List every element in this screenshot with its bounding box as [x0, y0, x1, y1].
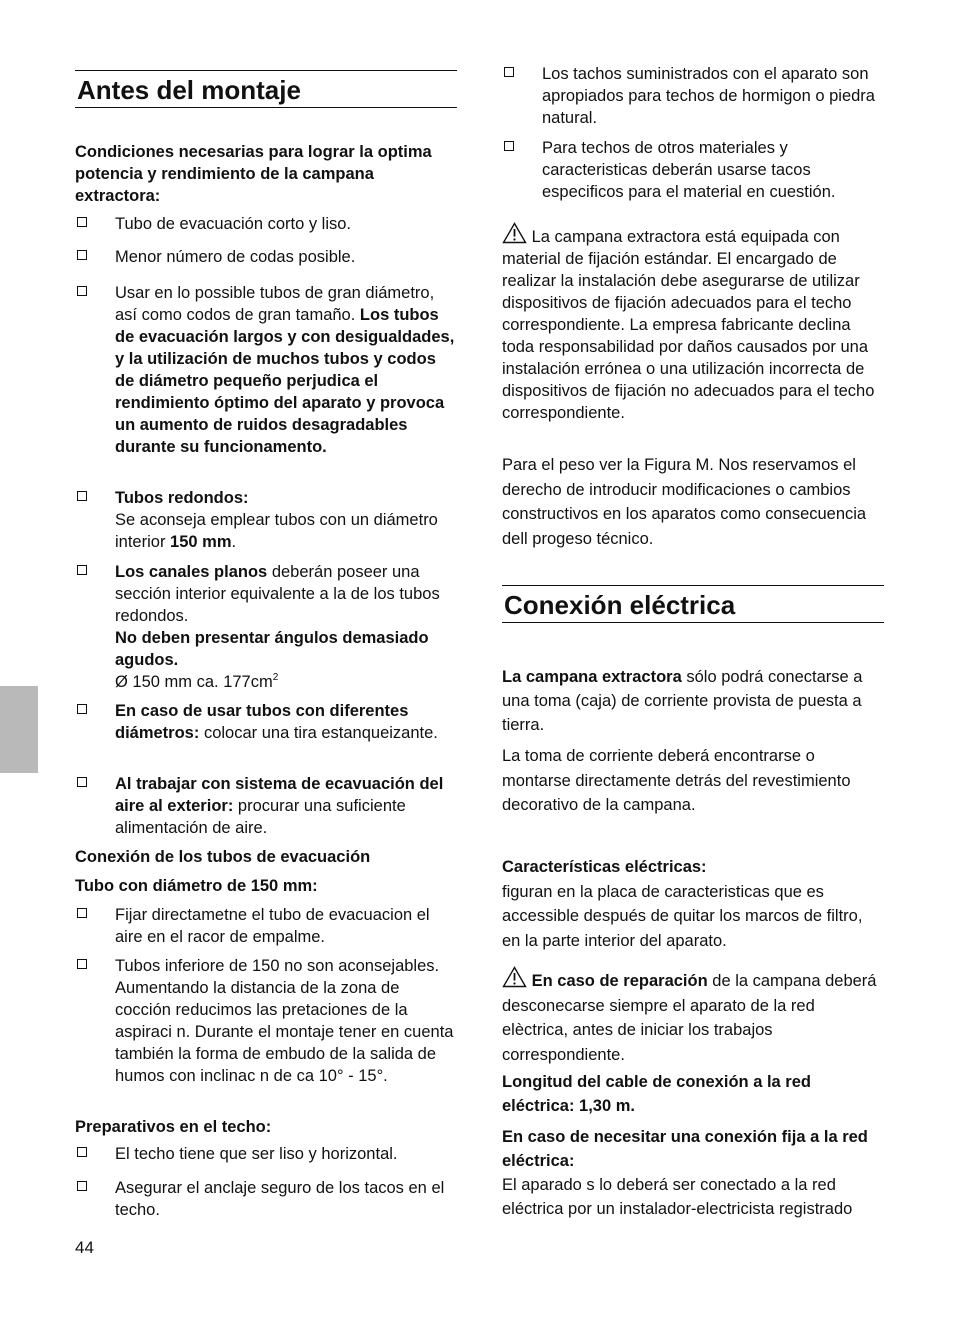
page-number: 44	[75, 1238, 94, 1257]
checkbox-bullet-icon	[77, 777, 87, 787]
paragraph-peso: Para el peso ver la Figura M. Nos reservamos el derecho de introducir modificaciones o cambios constructivos en los aparatos como consecuencia dell progeso técnico.	[502, 456, 867, 548]
list-item: En caso de usar tubos con diferentes diámetros: colocar una tira estanqueizante.	[75, 700, 457, 744]
checkbox-bullet-icon	[77, 1181, 87, 1191]
checkbox-bullet-icon	[504, 141, 514, 151]
list-item: Usar en lo possible tubos de gran diámetro, así como codos de gran tamaño. Los tubos de evacuación largos y con desigualdades, y la utilización de muchos tubos y codos de diámetro pequeño perjudica el rendimiento óptimo del aparato y provoca un aumento de ruidos desagradables durante su funcionamento.	[75, 282, 457, 458]
intro-conditions: Condiciones necesarias para lograr la optima potencia y rendimiento de la campana extractora:	[75, 143, 432, 205]
subheading-conexion-tubos: Conexión de los tubos de evacuación	[75, 848, 371, 866]
list-item: Al trabajar con sistema de ecavuación del aire al exterior: procurar una suficiente alimentación de aire.	[75, 773, 457, 839]
subheading-longitud-cable: Longitud del cable de conexión a la red eléctrica: 1,30 m.	[502, 1073, 811, 1115]
checkbox-bullet-icon	[77, 704, 87, 714]
checkbox-bullet-icon	[77, 491, 87, 501]
checkbox-bullet-icon	[504, 67, 514, 77]
list-item: Fijar directametne el tubo de evacuacion el aire en el racor de empalme.	[75, 904, 457, 948]
checkbox-bullet-icon	[77, 959, 87, 969]
checkbox-bullet-icon	[77, 217, 87, 227]
warning-triangle-icon	[502, 966, 527, 988]
checkbox-bullet-icon	[77, 1147, 87, 1157]
heading-conexion-electrica: Conexión eléctrica	[502, 585, 884, 623]
warning-reparacion: En caso de reparación de la campana deberá desconecarse siempre el aparato de la red elèctrica, antes de iniciar los trabajos correspondiente.	[502, 966, 884, 1067]
list-item: Tubos redondos: Se aconseja emplear tubos con un diámetro interior 150 mm.	[75, 487, 457, 553]
list-item: Para techos de otros materiales y caracteristicas deberán usarse tacos especificos para el material en cuestión.	[502, 137, 884, 203]
heading-antes-del-montaje: Antes del montaje	[75, 70, 457, 108]
list-item: Tubos inferiore de 150 no son aconsejables. Aumentando la distancia de la zona de cocción reducimos las pretaciones de la aspiraci n. Durante el montaje tener en cuenta también la forma de embudo de la salida de humos con inclinac n de ca 10° - 15°.	[75, 955, 457, 1087]
paragraph-caracteristicas: Características eléctricas: figuran en la placa de caracteristicas que es accessible después de quitar los marcos de filtro, en la parte interior del aparato.	[502, 858, 863, 950]
paragraph-conexion-fija: En caso de necesitar una conexión fija a la red eléctrica: El aparado s lo deberá ser conectado a la red eléctrica por un instalador-electricista registrado	[502, 1128, 868, 1218]
subheading-tubo-150: Tubo con diámetro de 150 mm:	[75, 877, 318, 895]
paragraph-toma-corriente: La toma de corriente deberá encontrarse o montarse directamente detrás del revestimiento decorativo de la campana.	[502, 747, 851, 814]
section-tab-marker	[0, 686, 38, 773]
checkbox-bullet-icon	[77, 250, 87, 260]
checkbox-bullet-icon	[77, 286, 87, 296]
list-item: Menor número de codas posible.	[75, 246, 457, 268]
warning-triangle-icon	[502, 222, 527, 244]
warning-fixing-material: La campana extractora está equipada con material de fijación estándar. El encargado de realizar la instalación debe asegurarse de utilizar dispositivos de fijación adecuados para el techo correspondiente. La empresa fabricante declina toda responsabilidad por daños causados por una instalación errónea o una utilización incorrecta de dispositivos de fijación no adecuados para el techo correspondiente.	[502, 222, 884, 424]
subheading-preparativos: Preparativos en el techo:	[75, 1118, 272, 1136]
list-item: El techo tiene que ser liso y horizontal.	[75, 1143, 457, 1165]
list-item: Los tachos suministrados con el aparato son apropiados para techos de hormigon o piedra natural.	[502, 63, 884, 129]
list-item: Los canales planos deberán poseer una sección interior equivalente a la de los tubos redondos. No deben presentar ángulos demasiado agudos. Ø 150 mm ca. $177cm^2$	[75, 561, 457, 693]
paragraph-toma-tierra: La campana extractora sólo podrá conectarse a una toma (caja) de corriente provista de puesta a tierra.	[502, 668, 863, 734]
checkbox-bullet-icon	[77, 565, 87, 575]
list-item: Asegurar el anclaje seguro de los tacos en el techo.	[75, 1177, 457, 1221]
checkbox-bullet-icon	[77, 908, 87, 918]
list-item: Tubo de evacuación corto y liso.	[75, 213, 457, 235]
